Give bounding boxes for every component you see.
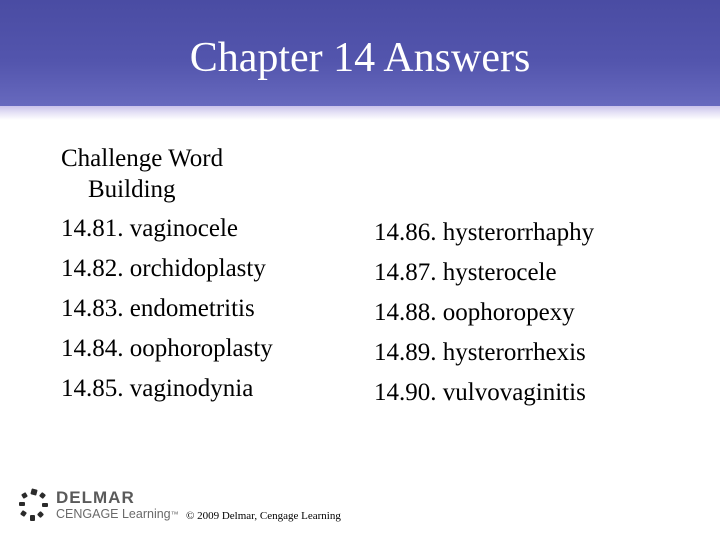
logo-wordmark-cengage xyxy=(56,507,179,522)
answer-item: 14.81. vaginocele xyxy=(61,215,239,242)
answer-item: 14.82. orchidoplasty xyxy=(61,255,266,282)
section-heading xyxy=(61,143,351,205)
logo-wordmark-delmar: DELMAR xyxy=(56,488,135,507)
right-answer-column xyxy=(374,213,714,413)
section-heading-line-1: Challenge Word xyxy=(61,145,224,172)
answer-item: 14.85. vaginodynia xyxy=(61,375,254,402)
logo-trademark: ™ xyxy=(170,510,179,519)
publisher-logo xyxy=(18,488,186,524)
pinwheel-dots-icon xyxy=(18,488,50,522)
section-heading-line-2: Building xyxy=(88,176,176,203)
slide-title: Chapter 14 Answers xyxy=(189,35,531,81)
copyright-notice: © 2009 Delmar, Cengage Learning xyxy=(186,510,341,522)
title-underline-band xyxy=(0,106,720,120)
answer-item: 14.84. oophoroplasty xyxy=(61,335,273,362)
answer-item: 14.83. endometritis xyxy=(61,295,255,322)
logo-wordmark-cengage-text: CENGAGE Learning xyxy=(56,507,171,521)
left-answer-column xyxy=(61,143,351,409)
answer-item: 14.90. vulvovaginitis xyxy=(374,379,586,406)
answer-item: 14.89. hysterorrhexis xyxy=(374,339,586,366)
answer-item: 14.88. oophoropexy xyxy=(374,299,575,326)
answer-item: 14.87. hysterocele xyxy=(374,259,557,286)
answer-item: 14.86. hysterorrhaphy xyxy=(374,219,595,246)
